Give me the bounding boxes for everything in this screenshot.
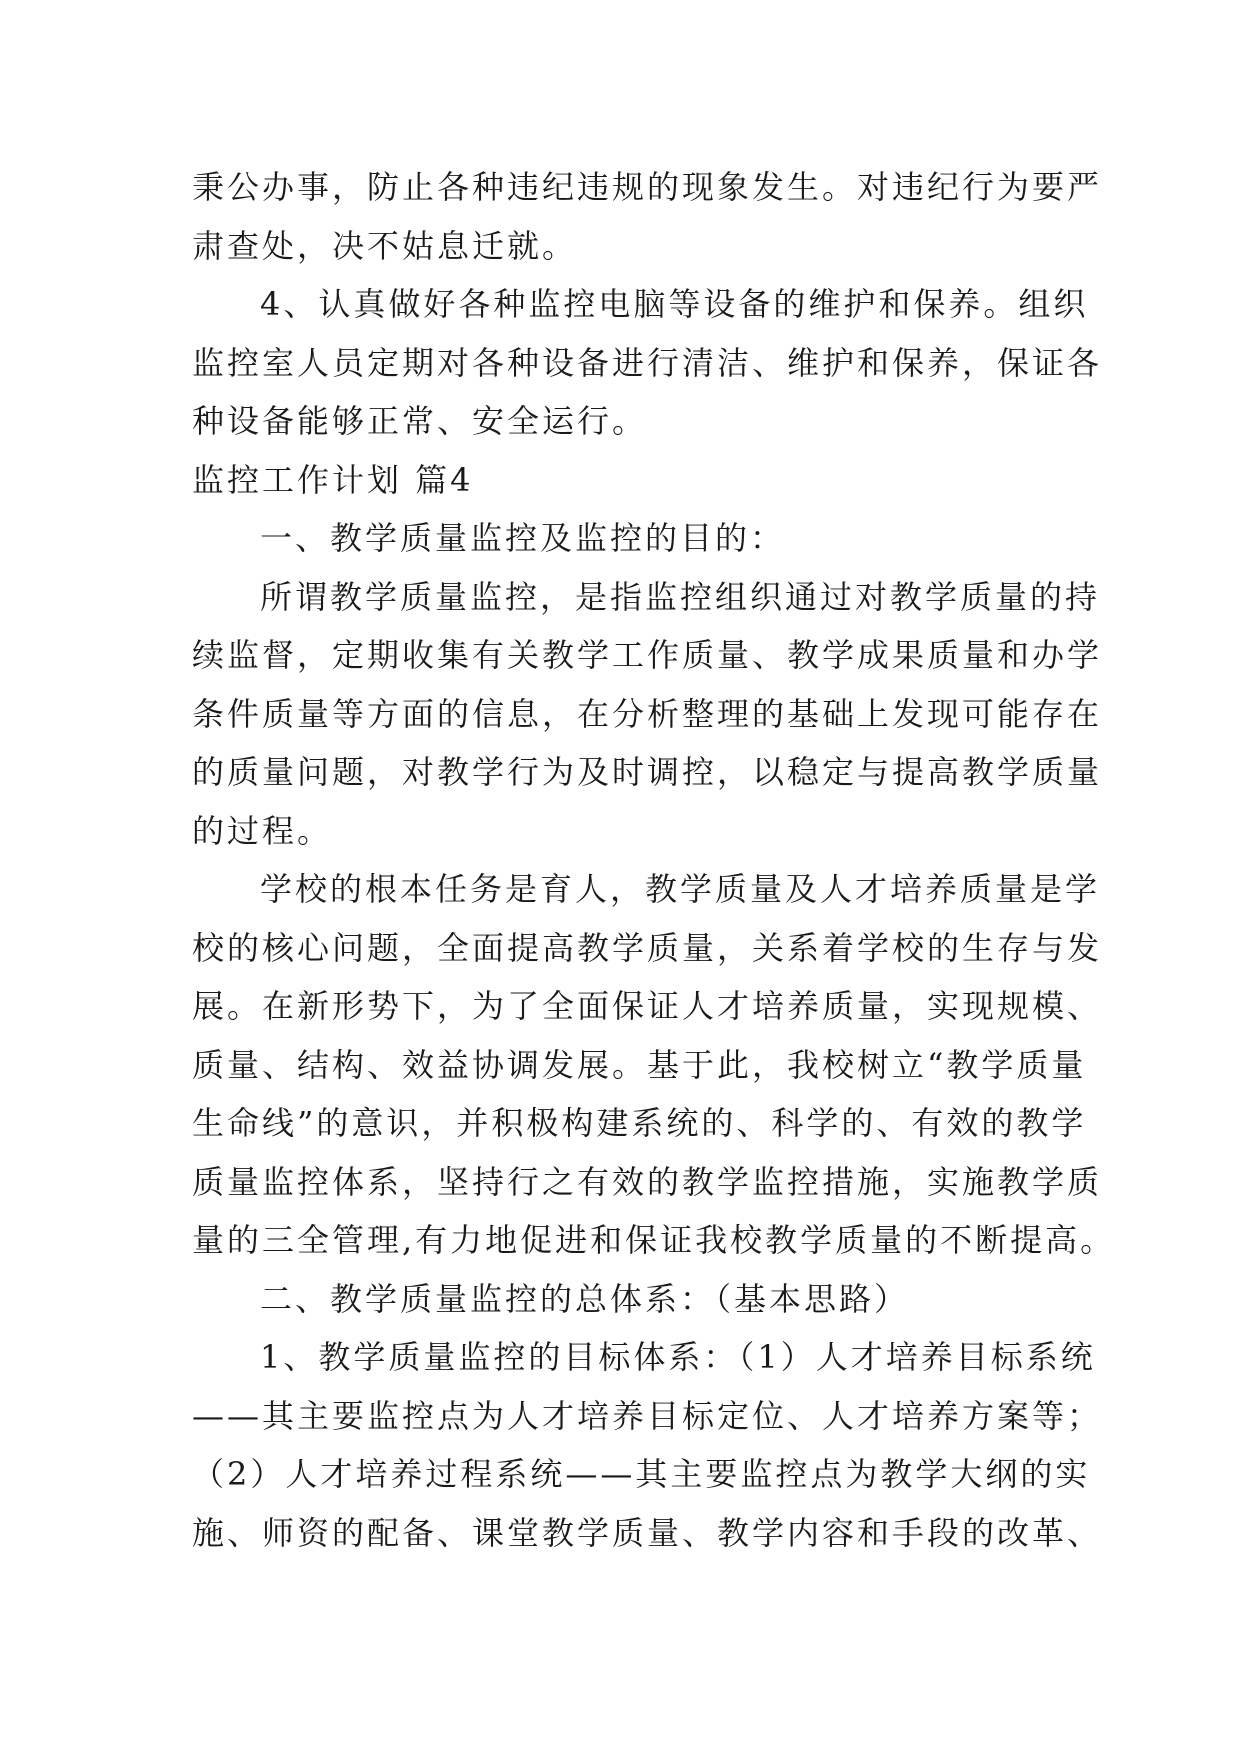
text-line: 4、认真做好各种监控电脑等设备的维护和保养。组织 bbox=[260, 285, 1089, 323]
text-line: 肃查处，决不姑息迁就。 bbox=[192, 226, 578, 265]
text-line: 生命线”的意识，并积极构建系统的、科学的、有效的教学 bbox=[192, 1104, 1087, 1142]
text-line: 秉公办事，防止各种违纪违规的现象发生。对违纪行为要严 bbox=[192, 168, 1103, 206]
text-line: 条件质量等方面的信息，在分析整理的基础上发现可能存在 bbox=[192, 694, 1103, 733]
text-line: 一、教学质量监控及监控的目的： bbox=[260, 519, 786, 557]
text-line: 施、师资的配备、课堂教学质量、教学内容和手段的改革、 bbox=[192, 1513, 1103, 1552]
text-line: 量的三全管理,有力地促进和保证我校教学质量的不断提高。 bbox=[192, 1221, 1116, 1259]
text-line: 质量监控体系，坚持行之有效的教学监控措施，实施教学质 bbox=[192, 1162, 1103, 1201]
text-line: ——其主要监控点为人才培养目标定位、人才培养方案等； bbox=[192, 1396, 1103, 1435]
text-line: 的过程。 bbox=[192, 811, 333, 850]
text-line: 校的核心问题，全面提高教学质量，关系着学校的生存与发 bbox=[192, 928, 1103, 967]
text-line: （2）人才培养过程系统——其主要监控点为教学大纲的实 bbox=[192, 1455, 1091, 1493]
text-line: 种设备能够正常、安全运行。 bbox=[192, 402, 648, 440]
text-line: 1、教学质量监控的目标体系：（1）人才培养目标系统 bbox=[260, 1338, 1096, 1376]
text-line: 质量、结构、效益协调发展。基于此，我校树立“教学质量 bbox=[192, 1045, 1087, 1084]
text-line: 所谓教学质量监控，是指监控组织通过对教学质量的持 bbox=[260, 577, 1101, 616]
text-line: 的质量问题，对教学行为及时调控，以稳定与提高教学质量 bbox=[192, 753, 1103, 791]
text-line: 监控室人员定期对各种设备进行清洁、维护和保养，保证各 bbox=[192, 343, 1103, 382]
text-line: 监控工作计划 篇4 bbox=[192, 460, 474, 499]
text-line: 学校的根本任务是育人，教学质量及人才培养质量是学 bbox=[260, 870, 1101, 908]
document-body bbox=[192, 158, 1116, 1562]
text-line: 续监督，定期收集有关教学工作质量、教学成果质量和办学 bbox=[192, 636, 1103, 674]
text-line: 展。在新形势下，为了全面保证人才培养质量，实现规模、 bbox=[192, 987, 1103, 1025]
text-line: 二、教学质量监控的总体系：（基本思路） bbox=[260, 1279, 910, 1318]
